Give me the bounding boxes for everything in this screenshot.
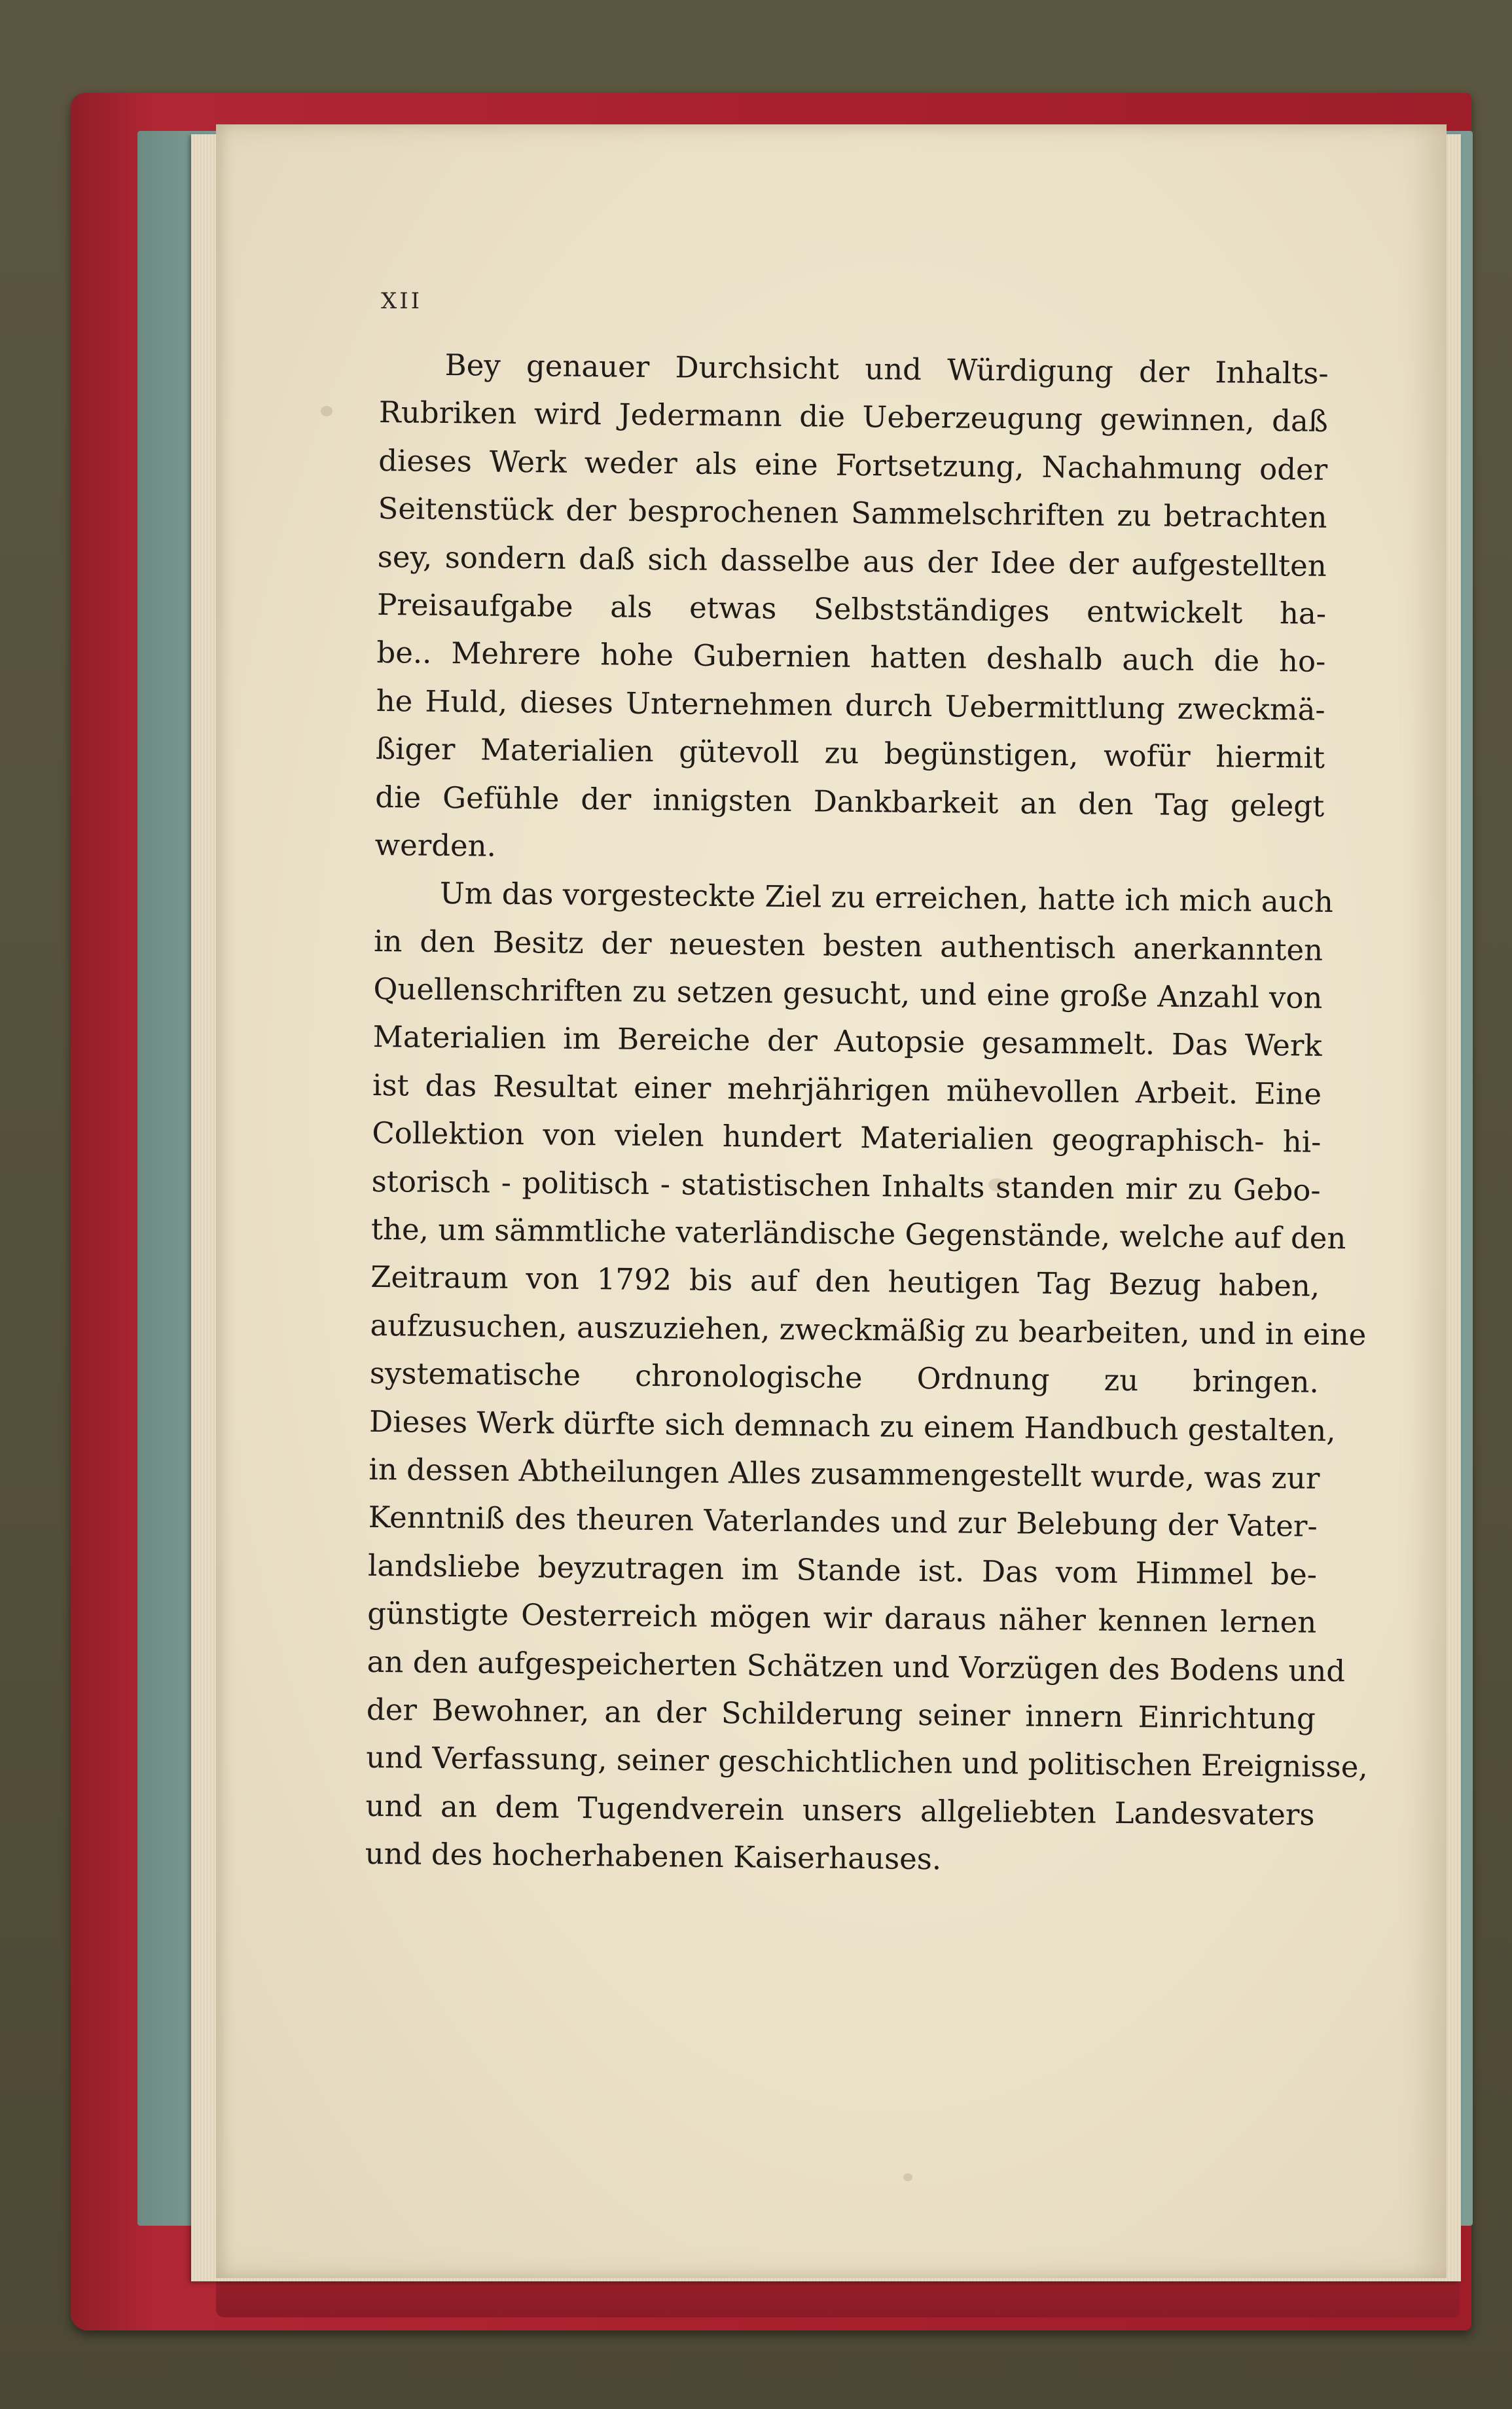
text-line: Collektion von vielen hundert Materialien geographisch- hi- [372,1115,1322,1160]
text-line: Kenntniß des theuren Vaterlandes und zur Belebung der Vater- [368,1500,1318,1544]
text-line: die Gefühle der innigsten Dankbarkeit an den Tag gelegt [375,779,1325,824]
text-line: storisch - politisch - statistischen Inhalts standen mir zu Gebo- [371,1163,1321,1208]
text-line: systematische chronologische Ordnung zu bringen. [369,1356,1320,1400]
text-line: Dieses Werk dürfte sich demnach zu einem Handbuch gestalten, [369,1404,1336,1448]
page-text [365,340,1368,1887]
text-line: und an dem Tugendverein unsers allgeliebten Landesvaters [365,1788,1315,1832]
text-line: sey, sondern daß sich dasselbe aus der Idee der aufgestellten [377,539,1327,583]
text-line: landsliebe beyzutragen im Stande ist. Das vom Himmel be- [367,1548,1318,1592]
text-line: Materialien im Bereiche der Autopsie gesammelt. Das Werk [372,1019,1322,1064]
paragraph-1 [374,340,1329,878]
page-number: XII [381,288,423,314]
paragraph-2 [365,869,1368,1887]
text-line: the, um sämmtliche vaterländische Gegenstände, welche auf den [370,1211,1346,1256]
paper-stain [321,406,333,416]
text-line: Quellenschriften zu setzen gesucht, und eine große Anzahl von [373,971,1323,1015]
text-line: Rubriken wird Jedermann die Ueberzeugung gewinnen, daß [378,395,1329,439]
text-line: günstigte Oesterreich mögen wir daraus näher kennen lernen [367,1596,1317,1640]
text-line: Um das vorgesteckte Ziel zu erreichen, hatte ich mich auch [439,876,1334,920]
text-line: werden. [374,827,497,863]
text-line: in den Besitz der neuesten besten authentisch anerkannten [373,923,1323,968]
text-line: Zeitraum von 1792 bis auf den heutigen Tag Bezug haben, [370,1259,1320,1304]
text-line: der Bewohner, an der Schilderung seiner innern Einrichtung [366,1692,1316,1736]
text-line: und Verfassung, seiner geschichtlichen und politischen Ereignisse, [365,1740,1368,1784]
text-line: in dessen Abtheilungen Alles zusammengestellt wurde, was zur [369,1451,1320,1496]
text-line: ist das Resultat einer mehrjährigen mühevollen Arbeit. Eine [372,1067,1322,1112]
text-line: Preisaufgabe als etwas Selbstständiges entwickelt ha- [376,587,1327,631]
text-line: ßiger Materialien gütevoll zu begünstigen, wofür hiermit [375,731,1325,776]
text-line: he Huld, dieses Unternehmen durch Uebermittlung zweckmä- [376,683,1325,727]
text-line: Bey genauer Durchsicht und Würdigung der Inhalts- [444,347,1329,391]
paper-stain [903,2173,912,2181]
text-line: aufzusuchen, auszuziehen, zweckmäßig zu bearbeiten, und in eine [370,1307,1367,1352]
text-line: Seitenstück der besprochenen Sammelschriften zu betrachten [378,491,1327,535]
text-line: be.. Mehrere hohe Gubernien hatten deshalb auch die ho- [376,635,1326,679]
text-line: dieses Werk weder als eine Fortsetzung, Nachahmung oder [378,443,1328,487]
text-line: und des hocherhabenen Kaiserhauses. [365,1836,942,1877]
text-line: an den aufgespeicherten Schätzen und Vorzügen des Bodens und [367,1644,1346,1688]
